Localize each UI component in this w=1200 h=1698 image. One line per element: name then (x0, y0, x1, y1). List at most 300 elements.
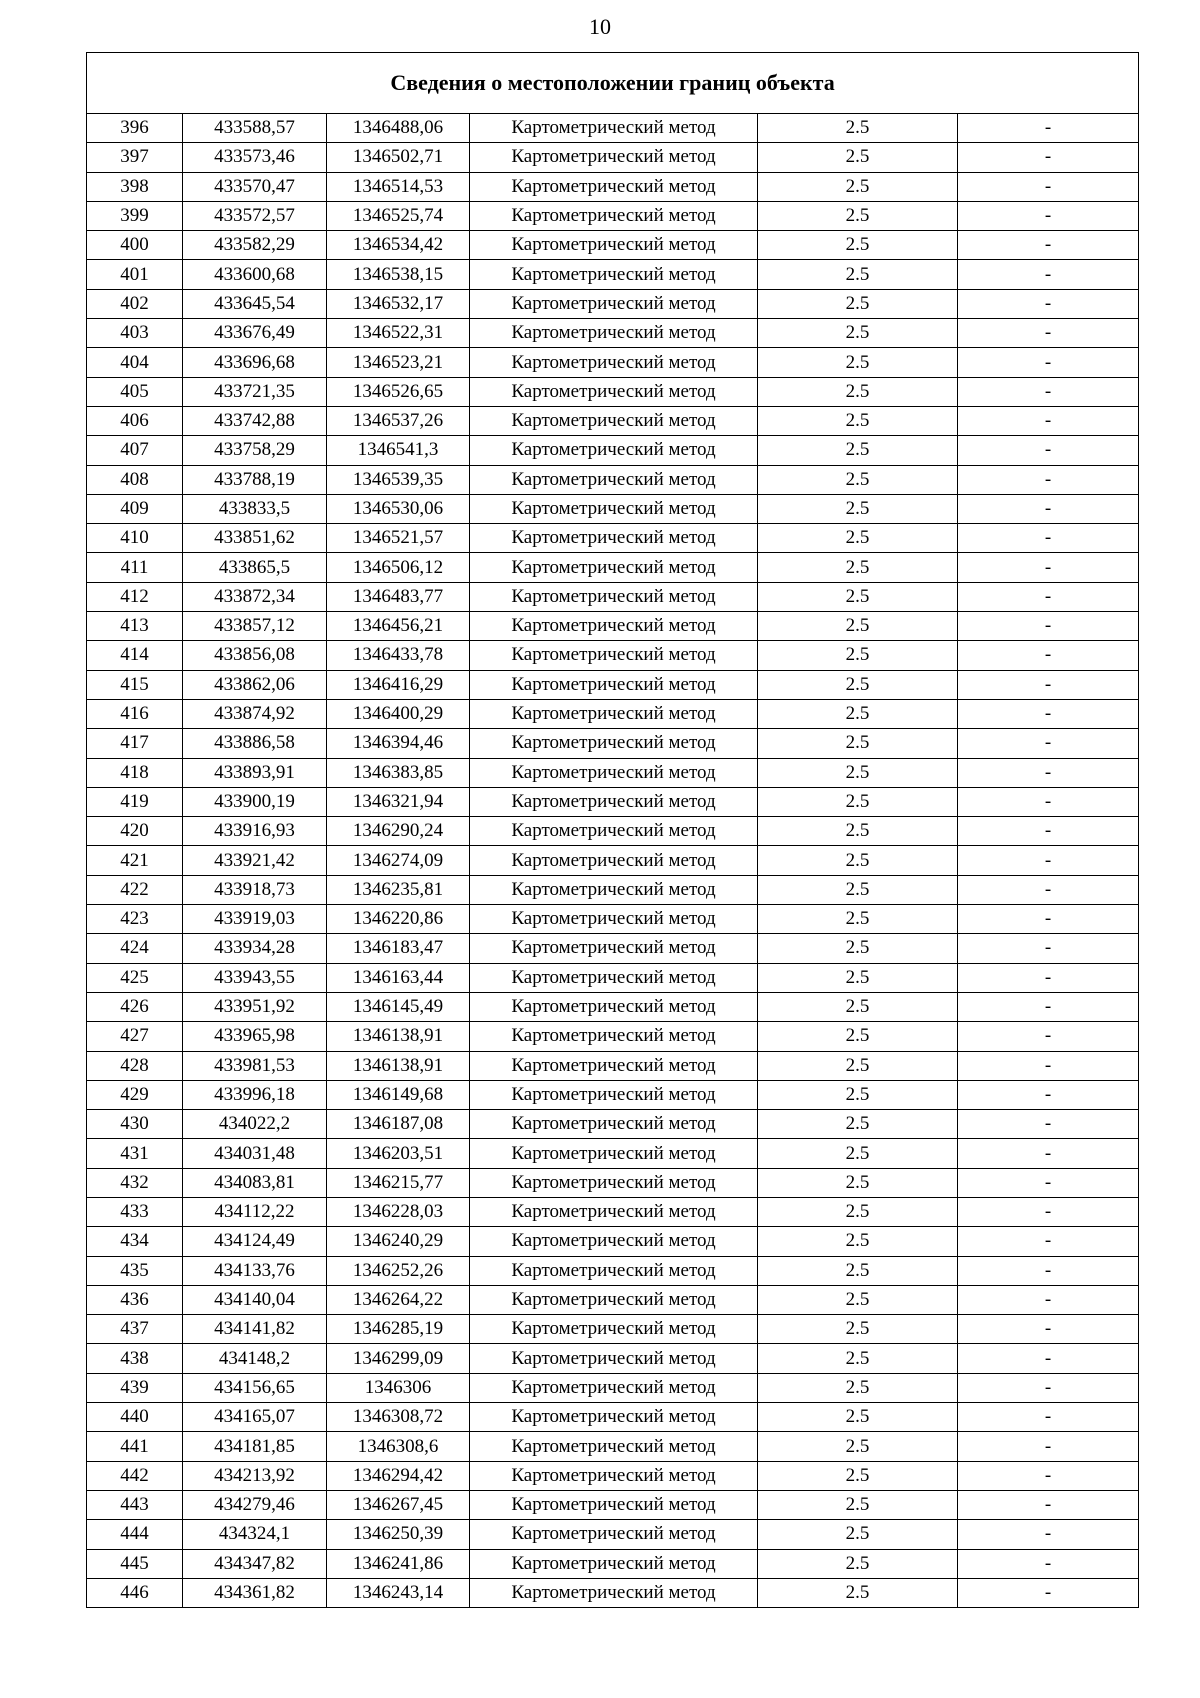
method-cell: Картометрический метод (470, 699, 758, 728)
y-coordinate-cell: 1346416,29 (327, 670, 470, 699)
note-cell: - (958, 1168, 1139, 1197)
point-number-cell: 409 (87, 494, 183, 523)
table-row (87, 1080, 1139, 1109)
method-cell: Картометрический метод (470, 1315, 758, 1344)
y-coordinate-cell: 1346163,44 (327, 963, 470, 992)
method-cell: Картометрический метод (470, 582, 758, 611)
x-coordinate-cell: 433582,29 (183, 231, 327, 260)
point-number-cell: 445 (87, 1549, 183, 1578)
y-coordinate-cell: 1346523,21 (327, 348, 470, 377)
method-cell: Картометрический метод (470, 1022, 758, 1051)
method-cell: Картометрический метод (470, 1168, 758, 1197)
point-number-cell: 434 (87, 1227, 183, 1256)
point-number-cell: 397 (87, 143, 183, 172)
note-cell: - (958, 1256, 1139, 1285)
y-coordinate-cell: 1346537,26 (327, 406, 470, 435)
note-cell: - (958, 1403, 1139, 1432)
note-cell: - (958, 934, 1139, 963)
note-cell: - (958, 758, 1139, 787)
method-cell: Картометрический метод (470, 1549, 758, 1578)
method-cell: Картометрический метод (470, 553, 758, 582)
point-number-cell: 424 (87, 934, 183, 963)
point-number-cell: 423 (87, 905, 183, 934)
y-coordinate-cell: 1346534,42 (327, 231, 470, 260)
note-cell: - (958, 1051, 1139, 1080)
table-row (87, 1549, 1139, 1578)
table-row (87, 231, 1139, 260)
table-row (87, 1022, 1139, 1051)
point-number-cell: 399 (87, 201, 183, 230)
note-cell: - (958, 114, 1139, 143)
note-cell: - (958, 494, 1139, 523)
table-row (87, 992, 1139, 1021)
note-cell: - (958, 289, 1139, 318)
table-row (87, 406, 1139, 435)
method-cell: Картометрический метод (470, 787, 758, 816)
point-number-cell: 432 (87, 1168, 183, 1197)
note-cell: - (958, 612, 1139, 641)
y-coordinate-cell: 1346308,72 (327, 1403, 470, 1432)
table-title: Сведения о местоположении границ объекта (87, 53, 1139, 114)
accuracy-cell: 2.5 (758, 1490, 958, 1519)
accuracy-cell: 2.5 (758, 1110, 958, 1139)
point-number-cell: 408 (87, 465, 183, 494)
point-number-cell: 437 (87, 1315, 183, 1344)
x-coordinate-cell: 433696,68 (183, 348, 327, 377)
page-number: 10 (589, 14, 611, 39)
note-cell: - (958, 143, 1139, 172)
method-cell: Картометрический метод (470, 963, 758, 992)
note-cell: - (958, 260, 1139, 289)
method-cell: Картометрический метод (470, 992, 758, 1021)
x-coordinate-cell: 433676,49 (183, 319, 327, 348)
accuracy-cell: 2.5 (758, 934, 958, 963)
x-coordinate-cell: 433645,54 (183, 289, 327, 318)
y-coordinate-cell: 1346400,29 (327, 699, 470, 728)
y-coordinate-cell: 1346228,03 (327, 1197, 470, 1226)
note-cell: - (958, 1285, 1139, 1314)
accuracy-cell: 2.5 (758, 1285, 958, 1314)
note-cell: - (958, 1490, 1139, 1519)
note-cell: - (958, 1315, 1139, 1344)
method-cell: Картометрический метод (470, 641, 758, 670)
accuracy-cell: 2.5 (758, 553, 958, 582)
table-row (87, 1227, 1139, 1256)
note-cell: - (958, 1461, 1139, 1490)
table-row (87, 201, 1139, 230)
accuracy-cell: 2.5 (758, 319, 958, 348)
accuracy-cell: 2.5 (758, 1227, 958, 1256)
point-number-cell: 431 (87, 1139, 183, 1168)
accuracy-cell: 2.5 (758, 1344, 958, 1373)
x-coordinate-cell: 433981,53 (183, 1051, 327, 1080)
note-cell: - (958, 670, 1139, 699)
table-row (87, 1490, 1139, 1519)
note-cell: - (958, 1080, 1139, 1109)
method-cell: Картометрический метод (470, 1139, 758, 1168)
point-number-cell: 421 (87, 846, 183, 875)
accuracy-cell: 2.5 (758, 1022, 958, 1051)
accuracy-cell: 2.5 (758, 465, 958, 494)
point-number-cell: 425 (87, 963, 183, 992)
note-cell: - (958, 524, 1139, 553)
y-coordinate-cell: 1346274,09 (327, 846, 470, 875)
point-number-cell: 401 (87, 260, 183, 289)
table-row (87, 289, 1139, 318)
x-coordinate-cell: 434324,1 (183, 1520, 327, 1549)
table-row (87, 729, 1139, 758)
table-row (87, 934, 1139, 963)
point-number-cell: 415 (87, 670, 183, 699)
note-cell: - (958, 1432, 1139, 1461)
note-cell: - (958, 1197, 1139, 1226)
y-coordinate-cell: 1346394,46 (327, 729, 470, 758)
accuracy-cell: 2.5 (758, 1168, 958, 1197)
note-cell: - (958, 582, 1139, 611)
accuracy-cell: 2.5 (758, 905, 958, 934)
y-coordinate-cell: 1346145,49 (327, 992, 470, 1021)
point-number-cell: 441 (87, 1432, 183, 1461)
point-number-cell: 442 (87, 1461, 183, 1490)
boundary-coordinates-table (86, 52, 1139, 1608)
table-row (87, 582, 1139, 611)
accuracy-cell: 2.5 (758, 172, 958, 201)
method-cell: Картометрический метод (470, 1432, 758, 1461)
note-cell: - (958, 348, 1139, 377)
note-cell: - (958, 1549, 1139, 1578)
note-cell: - (958, 201, 1139, 230)
y-coordinate-cell: 1346187,08 (327, 1110, 470, 1139)
point-number-cell: 438 (87, 1344, 183, 1373)
note-cell: - (958, 231, 1139, 260)
table-row (87, 1051, 1139, 1080)
x-coordinate-cell: 434347,82 (183, 1549, 327, 1578)
x-coordinate-cell: 433857,12 (183, 612, 327, 641)
accuracy-cell: 2.5 (758, 963, 958, 992)
x-coordinate-cell: 434213,92 (183, 1461, 327, 1490)
method-cell: Картометрический метод (470, 1110, 758, 1139)
y-coordinate-cell: 1346299,09 (327, 1344, 470, 1373)
y-coordinate-cell: 1346138,91 (327, 1051, 470, 1080)
accuracy-cell: 2.5 (758, 670, 958, 699)
method-cell: Картометрический метод (470, 1520, 758, 1549)
accuracy-cell: 2.5 (758, 114, 958, 143)
accuracy-cell: 2.5 (758, 1461, 958, 1490)
x-coordinate-cell: 433851,62 (183, 524, 327, 553)
x-coordinate-cell: 433918,73 (183, 875, 327, 904)
note-cell: - (958, 846, 1139, 875)
table-row (87, 1139, 1139, 1168)
x-coordinate-cell: 434181,85 (183, 1432, 327, 1461)
method-cell: Картометрический метод (470, 114, 758, 143)
table-row (87, 319, 1139, 348)
y-coordinate-cell: 1346502,71 (327, 143, 470, 172)
method-cell: Картометрический метод (470, 524, 758, 553)
accuracy-cell: 2.5 (758, 1403, 958, 1432)
x-coordinate-cell: 434140,04 (183, 1285, 327, 1314)
table-row (87, 641, 1139, 670)
method-cell: Картометрический метод (470, 172, 758, 201)
boundary-table-container (86, 52, 1138, 1608)
accuracy-cell: 2.5 (758, 524, 958, 553)
table-row (87, 846, 1139, 875)
x-coordinate-cell: 433872,34 (183, 582, 327, 611)
method-cell: Картометрический метод (470, 436, 758, 465)
accuracy-cell: 2.5 (758, 992, 958, 1021)
y-coordinate-cell: 1346306 (327, 1373, 470, 1402)
method-cell: Картометрический метод (470, 319, 758, 348)
accuracy-cell: 2.5 (758, 758, 958, 787)
x-coordinate-cell: 433886,58 (183, 729, 327, 758)
y-coordinate-cell: 1346539,35 (327, 465, 470, 494)
method-cell: Картометрический метод (470, 1344, 758, 1373)
x-coordinate-cell: 433943,55 (183, 963, 327, 992)
accuracy-cell: 2.5 (758, 1520, 958, 1549)
point-number-cell: 436 (87, 1285, 183, 1314)
accuracy-cell: 2.5 (758, 1139, 958, 1168)
note-cell: - (958, 406, 1139, 435)
y-coordinate-cell: 1346241,86 (327, 1549, 470, 1578)
x-coordinate-cell: 434031,48 (183, 1139, 327, 1168)
accuracy-cell: 2.5 (758, 1197, 958, 1226)
y-coordinate-cell: 1346433,78 (327, 641, 470, 670)
y-coordinate-cell: 1346264,22 (327, 1285, 470, 1314)
accuracy-cell: 2.5 (758, 436, 958, 465)
accuracy-cell: 2.5 (758, 1080, 958, 1109)
method-cell: Картометрический метод (470, 1461, 758, 1490)
x-coordinate-cell: 434141,82 (183, 1315, 327, 1344)
method-cell: Картометрический метод (470, 758, 758, 787)
x-coordinate-cell: 433965,98 (183, 1022, 327, 1051)
x-coordinate-cell: 433856,08 (183, 641, 327, 670)
accuracy-cell: 2.5 (758, 1051, 958, 1080)
y-coordinate-cell: 1346383,85 (327, 758, 470, 787)
table-row (87, 260, 1139, 289)
point-number-cell: 403 (87, 319, 183, 348)
y-coordinate-cell: 1346521,57 (327, 524, 470, 553)
table-row (87, 1256, 1139, 1285)
accuracy-cell: 2.5 (758, 817, 958, 846)
y-coordinate-cell: 1346483,77 (327, 582, 470, 611)
accuracy-cell: 2.5 (758, 1315, 958, 1344)
y-coordinate-cell: 1346290,24 (327, 817, 470, 846)
y-coordinate-cell: 1346235,81 (327, 875, 470, 904)
y-coordinate-cell: 1346522,31 (327, 319, 470, 348)
point-number-cell: 402 (87, 289, 183, 318)
method-cell: Картометрический метод (470, 612, 758, 641)
note-cell: - (958, 787, 1139, 816)
point-number-cell: 404 (87, 348, 183, 377)
method-cell: Картометрический метод (470, 905, 758, 934)
accuracy-cell: 2.5 (758, 260, 958, 289)
method-cell: Картометрический метод (470, 377, 758, 406)
accuracy-cell: 2.5 (758, 1373, 958, 1402)
method-cell: Картометрический метод (470, 201, 758, 230)
accuracy-cell: 2.5 (758, 1578, 958, 1607)
table-row (87, 1168, 1139, 1197)
table-row (87, 114, 1139, 143)
method-cell: Картометрический метод (470, 1373, 758, 1402)
y-coordinate-cell: 1346294,42 (327, 1461, 470, 1490)
point-number-cell: 411 (87, 553, 183, 582)
table-row (87, 1373, 1139, 1402)
note-cell: - (958, 1520, 1139, 1549)
y-coordinate-cell: 1346149,68 (327, 1080, 470, 1109)
x-coordinate-cell: 433916,93 (183, 817, 327, 846)
table-row (87, 817, 1139, 846)
x-coordinate-cell: 434148,2 (183, 1344, 327, 1373)
point-number-cell: 400 (87, 231, 183, 260)
note-cell: - (958, 641, 1139, 670)
accuracy-cell: 2.5 (758, 787, 958, 816)
table-body (87, 114, 1139, 1608)
x-coordinate-cell: 434165,07 (183, 1403, 327, 1432)
x-coordinate-cell: 433600,68 (183, 260, 327, 289)
method-cell: Картометрический метод (470, 817, 758, 846)
point-number-cell: 416 (87, 699, 183, 728)
point-number-cell: 410 (87, 524, 183, 553)
y-coordinate-cell: 1346215,77 (327, 1168, 470, 1197)
note-cell: - (958, 172, 1139, 201)
table-row (87, 963, 1139, 992)
table-row (87, 1578, 1139, 1607)
x-coordinate-cell: 433570,47 (183, 172, 327, 201)
y-coordinate-cell: 1346183,47 (327, 934, 470, 963)
y-coordinate-cell: 1346220,86 (327, 905, 470, 934)
table-row (87, 758, 1139, 787)
table-row (87, 1315, 1139, 1344)
x-coordinate-cell: 434083,81 (183, 1168, 327, 1197)
method-cell: Картометрический метод (470, 670, 758, 699)
y-coordinate-cell: 1346488,06 (327, 114, 470, 143)
y-coordinate-cell: 1346203,51 (327, 1139, 470, 1168)
table-row (87, 1403, 1139, 1432)
y-coordinate-cell: 1346250,39 (327, 1520, 470, 1549)
table-row (87, 172, 1139, 201)
table-row (87, 524, 1139, 553)
point-number-cell: 435 (87, 1256, 183, 1285)
table-row (87, 612, 1139, 641)
accuracy-cell: 2.5 (758, 289, 958, 318)
y-coordinate-cell: 1346514,53 (327, 172, 470, 201)
y-coordinate-cell: 1346538,15 (327, 260, 470, 289)
table-row (87, 1344, 1139, 1373)
accuracy-cell: 2.5 (758, 406, 958, 435)
y-coordinate-cell: 1346308,6 (327, 1432, 470, 1461)
method-cell: Картометрический метод (470, 1051, 758, 1080)
x-coordinate-cell: 433721,35 (183, 377, 327, 406)
x-coordinate-cell: 433919,03 (183, 905, 327, 934)
method-cell: Картометрический метод (470, 1578, 758, 1607)
point-number-cell: 417 (87, 729, 183, 758)
note-cell: - (958, 729, 1139, 758)
table-row (87, 787, 1139, 816)
x-coordinate-cell: 434361,82 (183, 1578, 327, 1607)
x-coordinate-cell: 433934,28 (183, 934, 327, 963)
point-number-cell: 405 (87, 377, 183, 406)
x-coordinate-cell: 433996,18 (183, 1080, 327, 1109)
method-cell: Картометрический метод (470, 875, 758, 904)
note-cell: - (958, 699, 1139, 728)
y-coordinate-cell: 1346267,45 (327, 1490, 470, 1519)
accuracy-cell: 2.5 (758, 875, 958, 904)
method-cell: Картометрический метод (470, 846, 758, 875)
note-cell: - (958, 963, 1139, 992)
x-coordinate-cell: 433788,19 (183, 465, 327, 494)
x-coordinate-cell: 434124,49 (183, 1227, 327, 1256)
note-cell: - (958, 465, 1139, 494)
y-coordinate-cell: 1346243,14 (327, 1578, 470, 1607)
note-cell: - (958, 1022, 1139, 1051)
accuracy-cell: 2.5 (758, 1256, 958, 1285)
accuracy-cell: 2.5 (758, 1432, 958, 1461)
point-number-cell: 429 (87, 1080, 183, 1109)
accuracy-cell: 2.5 (758, 612, 958, 641)
accuracy-cell: 2.5 (758, 377, 958, 406)
table-row (87, 670, 1139, 699)
method-cell: Картометрический метод (470, 1227, 758, 1256)
method-cell: Картометрический метод (470, 231, 758, 260)
table-row (87, 1110, 1139, 1139)
y-coordinate-cell: 1346252,26 (327, 1256, 470, 1285)
point-number-cell: 440 (87, 1403, 183, 1432)
table-row (87, 377, 1139, 406)
x-coordinate-cell: 434279,46 (183, 1490, 327, 1519)
accuracy-cell: 2.5 (758, 348, 958, 377)
x-coordinate-cell: 433758,29 (183, 436, 327, 465)
accuracy-cell: 2.5 (758, 729, 958, 758)
point-number-cell: 406 (87, 406, 183, 435)
y-coordinate-cell: 1346525,74 (327, 201, 470, 230)
accuracy-cell: 2.5 (758, 582, 958, 611)
accuracy-cell: 2.5 (758, 143, 958, 172)
note-cell: - (958, 553, 1139, 582)
x-coordinate-cell: 433900,19 (183, 787, 327, 816)
table-row (87, 436, 1139, 465)
method-cell: Картометрический метод (470, 494, 758, 523)
accuracy-cell: 2.5 (758, 846, 958, 875)
accuracy-cell: 2.5 (758, 699, 958, 728)
method-cell: Картометрический метод (470, 934, 758, 963)
point-number-cell: 433 (87, 1197, 183, 1226)
y-coordinate-cell: 1346285,19 (327, 1315, 470, 1344)
table-row (87, 143, 1139, 172)
note-cell: - (958, 1139, 1139, 1168)
table-row (87, 348, 1139, 377)
table-row (87, 465, 1139, 494)
point-number-cell: 407 (87, 436, 183, 465)
note-cell: - (958, 817, 1139, 846)
y-coordinate-cell: 1346530,06 (327, 494, 470, 523)
point-number-cell: 443 (87, 1490, 183, 1519)
note-cell: - (958, 1227, 1139, 1256)
accuracy-cell: 2.5 (758, 1549, 958, 1578)
table-row (87, 1520, 1139, 1549)
point-number-cell: 427 (87, 1022, 183, 1051)
point-number-cell: 414 (87, 641, 183, 670)
method-cell: Картометрический метод (470, 1285, 758, 1314)
y-coordinate-cell: 1346506,12 (327, 553, 470, 582)
x-coordinate-cell: 433865,5 (183, 553, 327, 582)
y-coordinate-cell: 1346456,21 (327, 612, 470, 641)
point-number-cell: 396 (87, 114, 183, 143)
note-cell: - (958, 436, 1139, 465)
note-cell: - (958, 1578, 1139, 1607)
table-row (87, 699, 1139, 728)
accuracy-cell: 2.5 (758, 641, 958, 670)
y-coordinate-cell: 1346532,17 (327, 289, 470, 318)
y-coordinate-cell: 1346321,94 (327, 787, 470, 816)
